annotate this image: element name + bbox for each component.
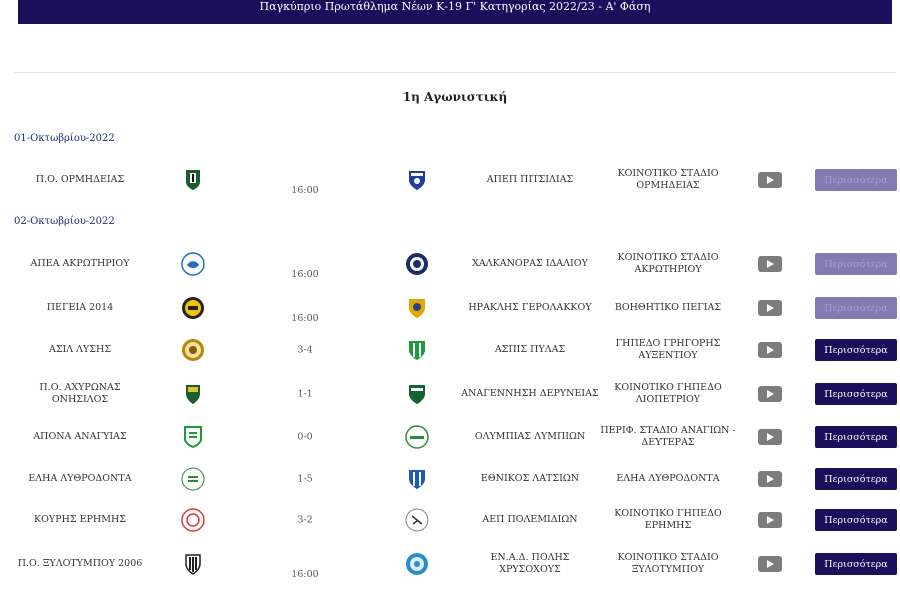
team-crest-icon (181, 168, 205, 192)
play-icon[interactable] (758, 172, 782, 188)
team-crest-icon (181, 425, 205, 449)
team-crest-icon (405, 508, 429, 532)
home-team: ΕΛΗΑ ΛΥΘΡΟΔΟΝΤΑ (28, 473, 132, 484)
away-team: ΟΛΥΜΠΙΑΣ ΛΥΜΠΙΩΝ (474, 431, 586, 442)
play-icon[interactable] (758, 556, 782, 572)
play-icon[interactable] (758, 300, 782, 316)
page-title: Παγκύπριο Πρωτάθλημα Νέων Κ-19 Γ' Κατηγορίας 2022/23 - Α' Φάση (259, 0, 651, 13)
team-crest-icon (181, 382, 205, 406)
away-team: ΕΘΝΙΚΟΣ ΛΑΤΣΙΩΝ (480, 473, 580, 484)
match-row (0, 374, 900, 414)
home-team: Π.Ο. ΞΥΛΟΤΥΜΠΟΥ 2006 (17, 558, 143, 569)
match-row (0, 160, 900, 200)
more-button[interactable]: Περισσότερα (815, 253, 897, 275)
play-icon[interactable] (758, 386, 782, 402)
away-team: ΕΝ.Α.Δ. ΠΟΛΗΣ ΧΡΥΣΟΧΟΥΣ (490, 552, 570, 575)
team-crest-icon (181, 508, 205, 532)
match-score: 16:00 (291, 569, 319, 580)
home-team: ΑΣΙΛ ΛΥΣΗΣ (48, 344, 112, 355)
match-score: 16:00 (291, 269, 319, 280)
venue: ΠΕΡΙΦ. ΣΤΑΔΙΟ ΑΝΑΓΙΩΝ - ΔΕΥΤΕΡΑΣ (600, 425, 736, 448)
team-crest-icon (181, 467, 205, 491)
more-button[interactable]: Περισσότερα (815, 383, 897, 405)
away-team: ΑΕΠ ΠΟΛΕΜΙΔΙΩΝ (482, 514, 578, 525)
team-crest-icon (181, 552, 205, 576)
play-icon[interactable] (758, 342, 782, 358)
home-team: ΠΕΓΕΙΑ 2014 (46, 302, 114, 313)
team-crest-icon (181, 252, 205, 276)
away-team: ΗΡΑΚΛΗΣ ΓΕΡΟΛΑΚΚΟΥ (468, 302, 592, 313)
away-team: ΧΑΛΚΑΝΟΡΑΣ ΙΔΑΛΙΟΥ (472, 258, 588, 269)
match-score: 3-4 (297, 344, 313, 356)
more-button[interactable]: Περισσότερα (815, 468, 897, 490)
play-icon[interactable] (758, 512, 782, 528)
team-crest-icon (405, 425, 429, 449)
home-team: ΑΠΟΝΑ ΑΝΑΓΥΙΑΣ (33, 431, 127, 442)
match-score: 0-0 (297, 431, 313, 443)
venue: ΚΟΙΝΟΤΙΚΟ ΣΤΑΔΙΟ ΟΡΜΗΔΕΙΑΣ (617, 168, 719, 191)
match-row (0, 544, 900, 584)
venue: ΒΟΗΘΗΤΙΚΟ ΠΕΓΙΑΣ (614, 302, 722, 313)
match-score: 3-2 (297, 514, 313, 526)
venue: ΓΗΠΕΔΟ ΓΡΗΓΟΡΗΣ ΑΥΞΕΝΤΙΟΥ (615, 338, 721, 361)
home-team: Π.Ο. ΑΧΥΡΩΝΑΣ ΟΝΗΣΙΛΟΣ (39, 382, 121, 405)
more-button[interactable]: Περισσότερα (815, 169, 897, 191)
away-team: ΑΣΠΙΣ ΠΥΛΑΣ (494, 344, 566, 355)
match-date: 02-Οκτωβρίου-2022 (14, 216, 115, 227)
play-icon[interactable] (758, 429, 782, 445)
team-crest-icon (181, 338, 205, 362)
venue: ΚΟΙΝΟΤΙΚΟ ΣΤΑΔΙΟ ΞΥΛΟΤΥΜΠΟΥ (617, 552, 719, 575)
venue: ΚΟΙΝΟΤΙΚΟ ΓΗΠΕΔΟ ΛΙΟΠΕΤΡΙΟΥ (614, 382, 722, 405)
team-crest-icon (405, 168, 429, 192)
more-button[interactable]: Περισσότερα (815, 509, 897, 531)
venue: ΚΟΙΝΟΤΙΚΟ ΣΤΑΔΙΟ ΑΚΡΩΤΗΡΙΟΥ (617, 252, 719, 275)
team-crest-icon (405, 296, 429, 320)
match-row (0, 500, 900, 540)
header-bar (18, 0, 892, 24)
match-row (0, 330, 900, 370)
team-crest-icon (405, 382, 429, 406)
match-score: 16:00 (291, 185, 319, 196)
match-row (0, 417, 900, 457)
team-crest-icon (405, 467, 429, 491)
home-team: ΚΟΥΡΗΣ ΕΡΗΜΗΣ (34, 514, 126, 525)
venue: ΕΛΗΑ ΛΥΘΡΟΔΟΝΤΑ (616, 473, 720, 484)
match-row (0, 459, 900, 499)
home-team: Π.Ο. ΟΡΜΗΔΕΙΑΣ (35, 174, 125, 185)
match-score: 1-1 (297, 388, 313, 400)
team-crest-icon (405, 252, 429, 276)
home-team: ΑΠΕΑ ΑΚΡΩΤΗΡΙΟΥ (30, 258, 130, 269)
more-button[interactable]: Περισσότερα (815, 339, 897, 361)
more-button[interactable]: Περισσότερα (815, 297, 897, 319)
match-score: 16:00 (291, 313, 319, 324)
round-title: 1η Αγωνιστική (402, 90, 508, 104)
match-row (0, 244, 900, 284)
away-team: ΑΝΑΓΕΝΝΗΣΗ ΔΕΡΥΝΕΙΑΣ (461, 388, 599, 399)
play-icon[interactable] (758, 256, 782, 272)
divider (14, 72, 896, 73)
match-row (0, 288, 900, 328)
more-button[interactable]: Περισσότερα (815, 426, 897, 448)
venue: ΚΟΙΝΟΤΙΚΟ ΓΗΠΕΔΟ ΕΡΗΜΗΣ (614, 508, 722, 531)
match-date: 01-Οκτωβρίου-2022 (14, 133, 115, 144)
match-score: 1-5 (297, 473, 313, 485)
team-crest-icon (405, 552, 429, 576)
more-button[interactable]: Περισσότερα (815, 553, 897, 575)
team-crest-icon (181, 296, 205, 320)
team-crest-icon (405, 338, 429, 362)
play-icon[interactable] (758, 471, 782, 487)
away-team: ΑΠΕΠ ΠΙΤΣΙΛΙΑΣ (486, 174, 574, 185)
